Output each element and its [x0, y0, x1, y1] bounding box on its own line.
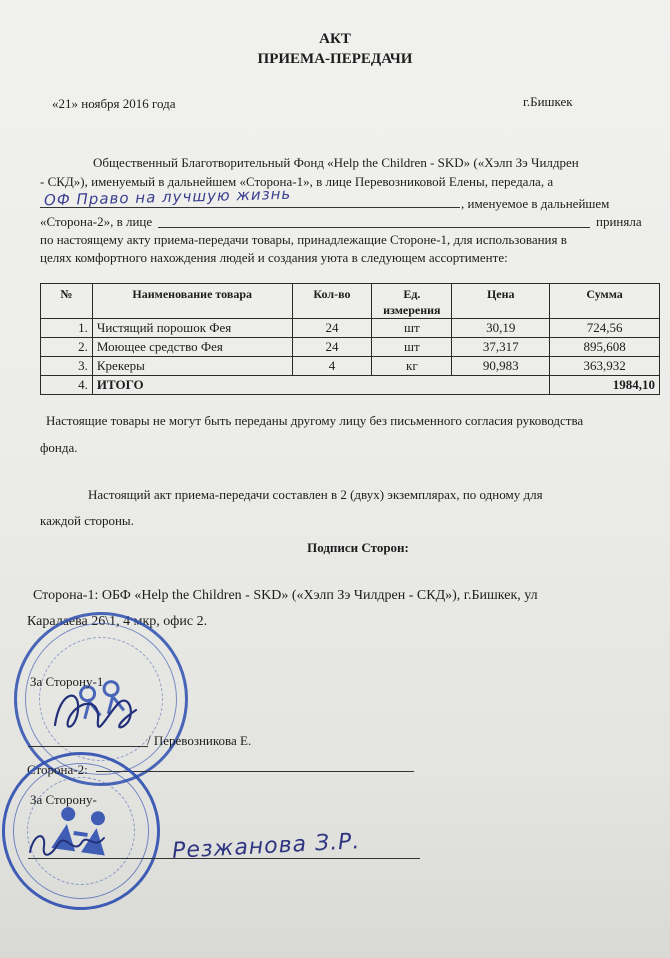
body-line4-suffix: приняла: [596, 214, 642, 229]
for-party1-label: За Сторону-1: [30, 674, 104, 689]
table-total-row: [41, 376, 660, 395]
total-sum: 1984,10: [550, 376, 660, 395]
row-name: Чистящий порошок Фея: [92, 319, 292, 338]
row-sum: 724,56: [550, 319, 660, 338]
body-line3-suffix: , именуемое в дальнейшем: [461, 196, 610, 211]
row-name: Крекеры: [92, 357, 292, 376]
representative-line: [158, 227, 590, 228]
body-line6: целях комфортного нахождения людей и создания уюта в следующем ассортименте:: [40, 250, 508, 265]
row-unit: шт: [372, 319, 452, 338]
header-name: Наименование товара: [92, 284, 292, 319]
goods-table: [40, 283, 660, 395]
row-qty: 24: [292, 338, 372, 357]
table-row: [41, 338, 660, 357]
signature-party2: [20, 822, 110, 868]
for-party2-label: За Сторону-: [30, 792, 97, 807]
document-date: «21» ноября 2016 года: [52, 96, 176, 111]
party1-line2: Каралаева 26\1, 4 мкр, офис 2.: [27, 614, 208, 629]
party2-line: [96, 771, 414, 772]
row-sum: 363,932: [550, 357, 660, 376]
row-unit: кг: [372, 357, 452, 376]
header-price: Цена: [452, 284, 550, 319]
row-num: 1.: [41, 319, 93, 338]
row-qty: 24: [292, 319, 372, 338]
row-sum: 895,608: [550, 338, 660, 357]
party1-line1: Сторона-1: ОБФ «Help the Children - SKD» («Хэлп Зэ Чилдрен - СКД»), г.Бишкек, ул: [33, 588, 538, 603]
body-line5: по настоящему акту приема-передачи товары, принадлежащие Стороне-1, для использования в: [40, 232, 567, 247]
row-unit: шт: [372, 338, 452, 357]
row-price: 90,983: [452, 357, 550, 376]
table-row: [41, 319, 660, 338]
table-header-row: [41, 284, 660, 319]
copies-line2: каждой стороны.: [40, 513, 134, 528]
row-price: 30,19: [452, 319, 550, 338]
total-label: ИТОГО: [92, 376, 549, 395]
row-qty: 4: [292, 357, 372, 376]
note-line1: Настоящие товары не могут быть переданы другому лицу без письменного согласия руководства: [46, 413, 584, 428]
copies-line1: Настоящий акт приема-передачи составлен в 2 (двух) экземплярах, по одному для: [88, 487, 543, 502]
row-name: Моющее средство Фея: [92, 338, 292, 357]
signature-line-party1: [28, 746, 148, 747]
header-sum: Сумма: [550, 284, 660, 319]
document-city: г.Бишкек: [523, 94, 573, 109]
party2-label: Сторона-2:: [27, 762, 88, 777]
table-row: [41, 357, 660, 376]
title-line2: ПРИЕМА-ПЕРЕДАЧИ: [257, 51, 413, 67]
body-line4-prefix: «Сторона-2», в лице: [40, 214, 153, 229]
row-num: 3.: [41, 357, 93, 376]
body-line1: Общественный Благотворительный Фонд «Help the Children - SKD» («Хэлп Зэ Чилдрен: [93, 155, 579, 170]
handwritten-recipient: ОФ Право на лучшую жизнь: [43, 184, 292, 210]
signer1-name: / Перевозникова Е.: [147, 733, 252, 748]
title-line1: АКТ: [319, 31, 351, 47]
header-unit: Ед. измерения: [372, 284, 452, 319]
signature-party1: [40, 680, 150, 750]
signatures-heading: Подписи Сторон:: [307, 540, 409, 555]
row-num: 2.: [41, 338, 93, 357]
body-line2: - СКД»), именуемый в дальнейшем «Сторона-1», в лице Перевозниковой Елены, передала, а: [40, 174, 554, 189]
note-line2: фонда.: [40, 440, 78, 455]
signer2-handwritten: Резжанова З.Р.: [171, 829, 361, 864]
header-num: №: [41, 284, 93, 319]
total-num: 4.: [41, 376, 93, 395]
row-price: 37,317: [452, 338, 550, 357]
header-qty: Кол-во: [292, 284, 372, 319]
